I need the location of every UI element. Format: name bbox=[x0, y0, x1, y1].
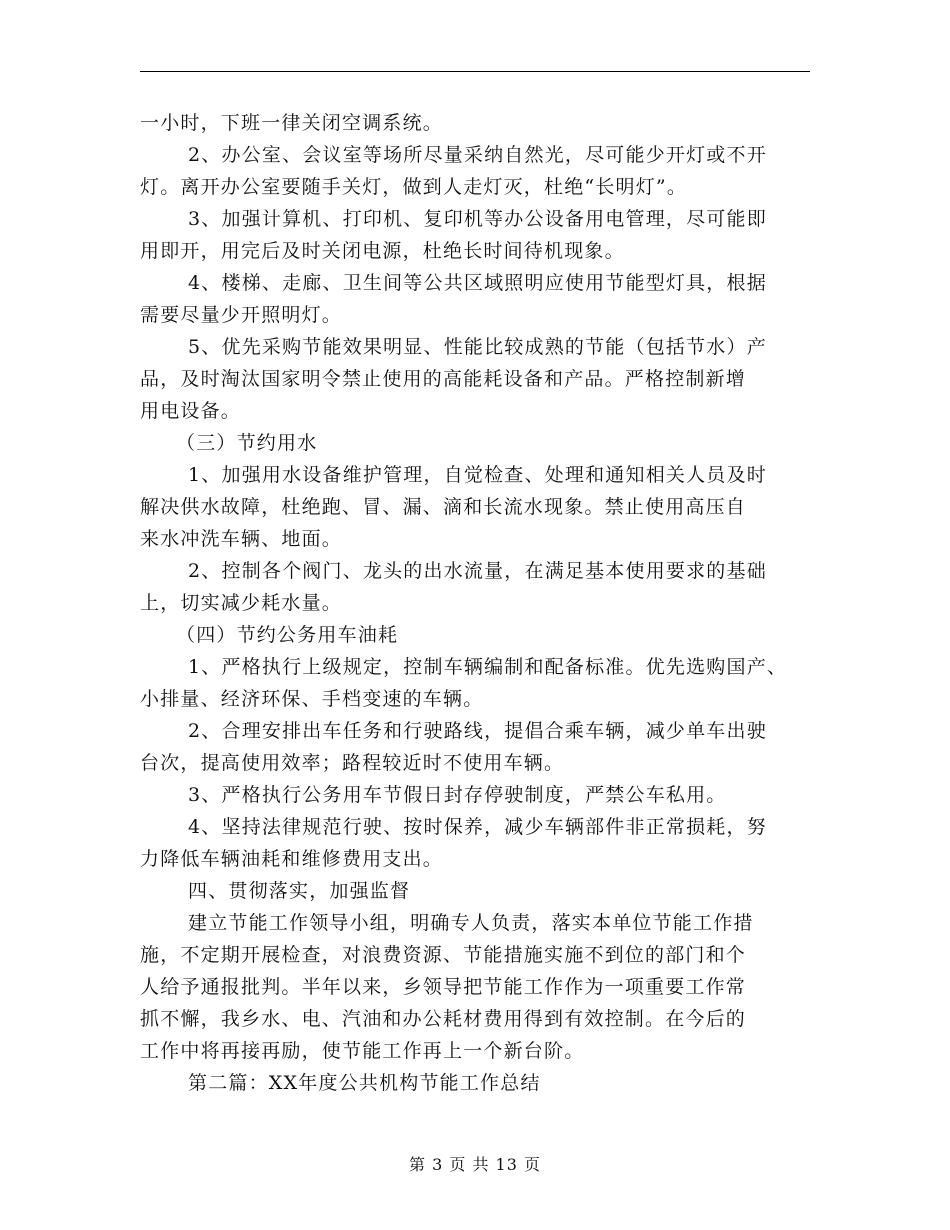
paragraph-line: 来水冲洗车辆、地面。 bbox=[140, 528, 343, 550]
paragraph-line: 1、严格执行上级规定，控制车辆编制和配备标准。优先选购国产、 bbox=[188, 656, 788, 678]
paragraph-line: 2、办公室、会议室等场所尽量采纳自然光，尽可能少开灯或不开 bbox=[188, 144, 767, 166]
page-footer: 第 3 页 共 13 页 bbox=[409, 1155, 541, 1174]
paragraph-line: （四）节约公务用车油耗 bbox=[176, 624, 399, 646]
paragraph-line: 用电设备。 bbox=[140, 400, 242, 422]
paragraph-line: 台次，提高使用效率；路程较近时不使用车辆。 bbox=[140, 752, 565, 774]
paragraph-line: 力降低车辆油耗和维修费用支出。 bbox=[140, 848, 444, 870]
paragraph-line: 4、楼梯、走廊、卫生间等公共区域照明应使用节能型灯具，根据 bbox=[188, 272, 767, 294]
paragraph-line: 3、严格执行公务用车节假日封存停驶制度，严禁公车私用。 bbox=[188, 784, 727, 806]
paragraph-line: 4、坚持法律规范行驶、按时保养，减少车辆部件非正常损耗，努 bbox=[188, 816, 767, 838]
paragraph-line: 第二篇：XX年度公共机构节能工作总结 bbox=[188, 1072, 541, 1094]
paragraph-line: 用即开，用完后及时关闭电源，杜绝长时间待机现象。 bbox=[140, 240, 625, 262]
document-body bbox=[140, 107, 820, 1099]
paragraph-line: 建立节能工作领导小组，明确专人负责，落实本单位节能工作措 bbox=[188, 912, 754, 934]
paragraph-line: 上，切实减少耗水量。 bbox=[140, 592, 343, 614]
paragraph-line: 一小时，下班一律关闭空调系统。 bbox=[140, 112, 444, 134]
paragraph-line: 2、控制各个阀门、龙头的出水流量，在满足基本使用要求的基础 bbox=[188, 560, 767, 582]
paragraph-line: 小排量、经济环保、手档变速的车辆。 bbox=[140, 688, 484, 710]
paragraph-line: 工作中将再接再励，使节能工作再上一个新台阶。 bbox=[140, 1040, 585, 1062]
paragraph-line: 解决供水故障，杜绝跑、冒、漏、滴和长流水现象。禁止使用高压自 bbox=[140, 496, 747, 518]
header-rule bbox=[140, 71, 810, 72]
paragraph-line: 抓不懈，我乡水、电、汽油和办公耗材费用得到有效控制。在今后的 bbox=[140, 1008, 747, 1030]
paragraph-line: 1、加强用水设备维护管理，自觉检查、处理和通知相关人员及时 bbox=[188, 464, 767, 486]
paragraph-line: 2、合理安排出车任务和行驶路线，提倡合乘车辆，减少单车出驶 bbox=[188, 720, 767, 742]
paragraph-line: 人给予通报批判。半年以来，乡领导把节能工作作为一项重要工作常 bbox=[140, 976, 747, 998]
paragraph-line: 需要尽量少开照明灯。 bbox=[140, 304, 343, 326]
paragraph-line: 灯。离开办公室要随手关灯，做到人走灯灭，杜绝“长明灯”。 bbox=[140, 176, 688, 198]
paragraph-line: 5、优先采购节能效果明显、性能比较成熟的节能（包括节水）产 bbox=[188, 336, 767, 358]
paragraph-line: 施，不定期开展检查，对浪费资源、节能措施实施不到位的部门和个 bbox=[140, 944, 747, 966]
paragraph-line: 品，及时淘汰国家明令禁止使用的高能耗设备和产品。严格控制新增 bbox=[140, 368, 747, 390]
paragraph-line: 四、贯彻落实，加强监督 bbox=[188, 880, 411, 902]
paragraph-line: 3、加强计算机、打印机、复印机等办公设备用电管理，尽可能即 bbox=[188, 208, 767, 230]
paragraph-line: （三）节约用水 bbox=[176, 432, 318, 454]
